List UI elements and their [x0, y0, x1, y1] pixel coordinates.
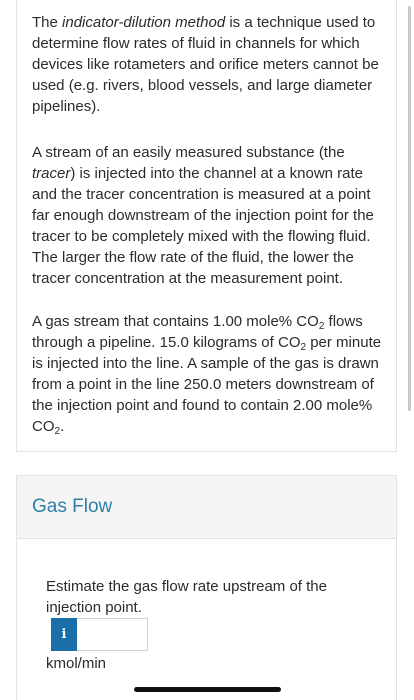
- p3-text-d: .: [60, 418, 65, 435]
- problem-paragraph-3: [32, 311, 387, 437]
- gas-flow-section: [16, 475, 397, 700]
- p2-text-end: ) is injected into the channel at a known rate and the tracer concentration is measured at a point far enough downstream of the injection point for the tracer to be completely mixed with the flowing fluid. The larger the flow rate of the fluid, the lower the tracer concentration at the measurement point.: [32, 165, 374, 287]
- co2-subscript: 2: [54, 426, 61, 437]
- p1-text-start: The: [32, 14, 63, 31]
- answer-input[interactable]: [77, 618, 148, 651]
- vertical-scrollbar[interactable]: [408, 6, 411, 411]
- section-header: [17, 476, 396, 539]
- p2-text-start: A stream of an easily measured substance (the: [32, 144, 345, 161]
- section-title: Gas Flow: [32, 496, 113, 517]
- problem-statement-card: [16, 0, 397, 452]
- info-icon[interactable]: i: [51, 618, 77, 651]
- co2-subscript: 2: [318, 321, 325, 332]
- co2-subscript: 2: [300, 342, 307, 353]
- problem-paragraph-2: [32, 142, 387, 289]
- p3-text-c: per minute is injected into the line. A sample of the gas is drawn from a point in the line 250.0 meters downstream of the injection point and found to contain 2.00 mole% CO: [32, 334, 382, 435]
- answer-units: kmol/min: [46, 655, 107, 672]
- p1-text-end: is a technique used to determine flow rates of fluid in channels for which devices like rotameters and orifice meters cannot be used (e.g. rivers, blood vessels, and large diameter pipelines).: [32, 14, 379, 115]
- tracer-emphasis: tracer: [32, 165, 71, 182]
- problem-paragraph-1: [32, 12, 387, 117]
- question-text: Estimate the gas flow rate upstream of the injection point.: [46, 578, 327, 616]
- home-indicator[interactable]: [134, 687, 281, 692]
- p3-text-a: A gas stream that contains 1.00 mole% CO: [32, 313, 319, 330]
- method-name-emphasis: indicator-dilution method: [62, 14, 226, 31]
- answer-row: [51, 618, 148, 651]
- p3-text-b: flows through a pipeline. 15.0 kilograms of CO: [32, 313, 363, 351]
